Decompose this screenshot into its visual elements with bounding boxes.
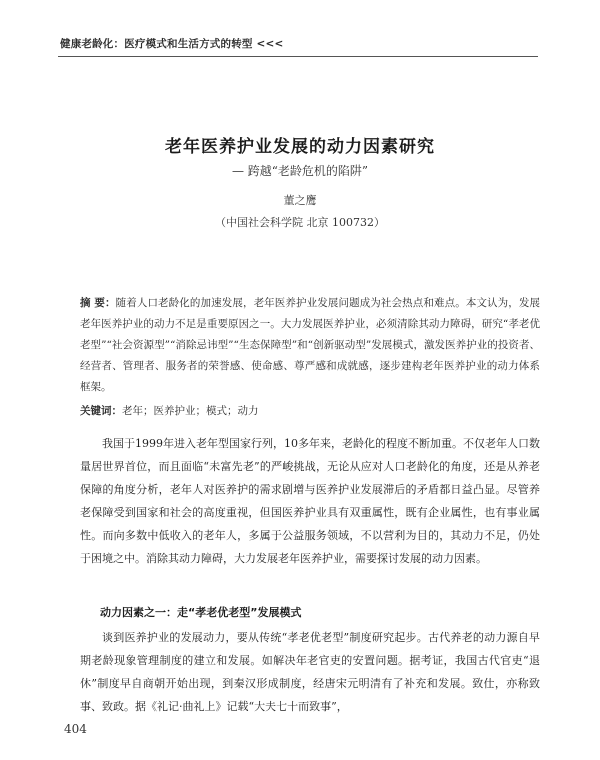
author-affiliation: （中国社会科学院 北京 100732） — [215, 216, 385, 229]
page-number: 404 — [64, 722, 87, 736]
body-paragraph-1: 我国于1999年进入老年型国家行列，10多年来，老龄化的程度不断加重。不仅老年人口数量居世界首位，而且面临“未富先老”的严峻挑战，无论从应对人口老龄化的角度，还是从养老保障的角度分析，老年人对医养护的需求剧增与医养护业发展滞后的矛盾都日益凸显。尽管养老保障受到国家和社会的高度重视，但国医养护业具有双重属性，既有企业属性，也有事业属性。而向多数中低收入的老年人，多属于公益服务领域，不以营利为目的，其动力不足，仍处于困境之中。消除其动力障碍，大力发展老年医养护业，需要探讨发展的动力因素。 — [80, 437, 540, 565]
author-name: 董之鹰 — [283, 194, 317, 207]
keywords — [80, 403, 540, 418]
keywords-text: 老年；医养护业；模式；动力 — [122, 405, 259, 417]
abstract-text: 随着人口老龄化的加速发展，老年医养护业发展问题成为社会热点和难点。本文认为，发展老年医养护业的动力不足是重要原因之一。大力发展医养护业，必须清除其动力障碍，研究“孝老优老型”“社会资源型”“消除忌讳型”“生态保障型”和“创新驱动型”发展模式，激发医养护业的投资者、经营者、管理者、服务者的荣誉感、使命感、尊严感和成就感，逐步建构老年医养护业的动力体系框架。 — [80, 297, 541, 393]
keywords-label: 关键词： — [80, 405, 122, 417]
article-subtitle: — 跨越“老龄危机的陷阱” — [231, 164, 369, 178]
abstract-label: 摘 要： — [80, 297, 116, 309]
running-header: 健康老龄化：医疗模式和生活方式的转型 <<< — [60, 38, 284, 50]
section-heading: 动力因素之一：走“孝老优老型”发展模式 — [100, 606, 302, 619]
header-rule — [58, 56, 538, 57]
article-title: 老年医养护业发展的动力因素研究 — [165, 137, 435, 157]
abstract — [80, 293, 540, 398]
body-paragraph-2: 谈到医养护业的发展动力，要从传统“孝老优老型”制度研究起步。古代养老的动力源自早期老龄现象管理制度的建立和发展。如解决年老官吏的安置问题。据考证，我国古代官吏“退休”制度早自商朝开始出现，到秦汉形成制度，经唐宋元明清有了补充和发展。致仕，亦称致事、致政。据《礼记·曲礼上》记载“大夫七十而致事”， — [80, 631, 540, 713]
